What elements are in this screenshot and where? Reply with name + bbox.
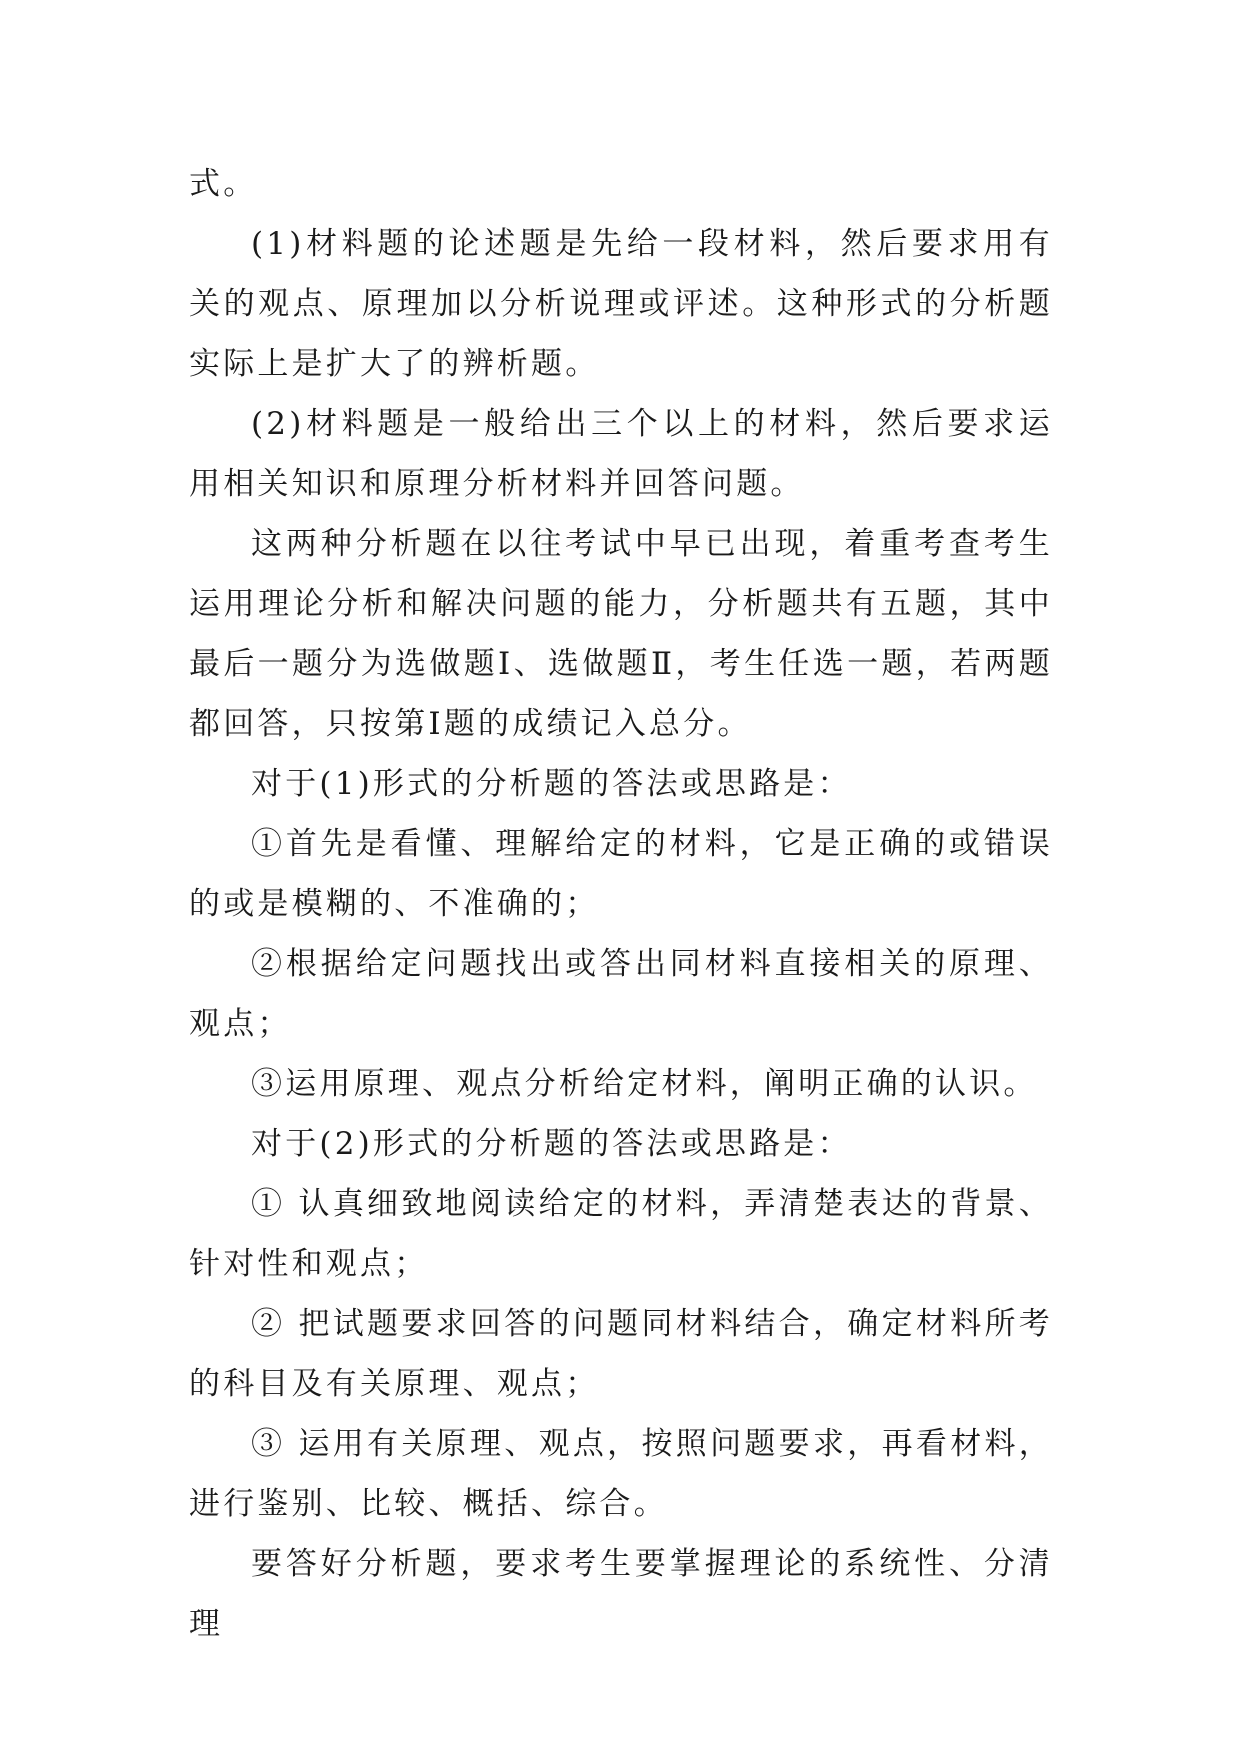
paragraph-form-1-step-3: ③运用原理、观点分析给定材料，阐明正确的认识。 (251, 1066, 1038, 1102)
paragraph-form-2-method-heading: 对于(2)形式的分析题的答法或思路是： (251, 1126, 852, 1162)
paragraph-continuation: 式。 (189, 166, 258, 202)
paragraph-exam-overview: 这两种分析题在以往考试中早已出现，着重考查考生运用理论分析和解决问题的能力，分析题共有五题，其中最后一题分为选做题Ⅰ、选做题Ⅱ，考生任选一题，若两题都回答，只按第Ⅰ题的成绩记入总分。 (189, 526, 1053, 742)
document-body (189, 154, 1053, 1654)
paragraph-form-2-step-3: ③ 运用有关原理、观点，按照问题要求，再看材料，进行鉴别、比较、概括、综合。 (189, 1426, 1053, 1522)
paragraph-closing: 要答好分析题，要求考生要掌握理论的系统性、分清理 (189, 1546, 1053, 1642)
paragraph-form-1: (1)材料题的论述题是先给一段材料，然后要求用有关的观点、原理加以分析说理或评述。这种形式的分析题实际上是扩大了的辨析题。 (189, 226, 1053, 382)
paragraph-form-2-step-1: ① 认真细致地阅读给定的材料，弄清楚表达的背景、针对性和观点； (189, 1186, 1053, 1282)
paragraph-form-1-method-heading: 对于(1)形式的分析题的答法或思路是： (251, 766, 852, 802)
paragraph-form-1-step-2: ②根据给定问题找出或答出同材料直接相关的原理、观点； (189, 946, 1053, 1042)
paragraph-form-2: (2)材料题是一般给出三个以上的材料，然后要求运用相关知识和原理分析材料并回答问题。 (189, 406, 1053, 502)
paragraph-form-2-step-2: ② 把试题要求回答的问题同材料结合，确定材料所考的科目及有关原理、观点； (189, 1306, 1053, 1402)
paragraph-form-1-step-1: ①首先是看懂、理解给定的材料，它是正确的或错误的或是模糊的、不准确的； (189, 826, 1053, 922)
